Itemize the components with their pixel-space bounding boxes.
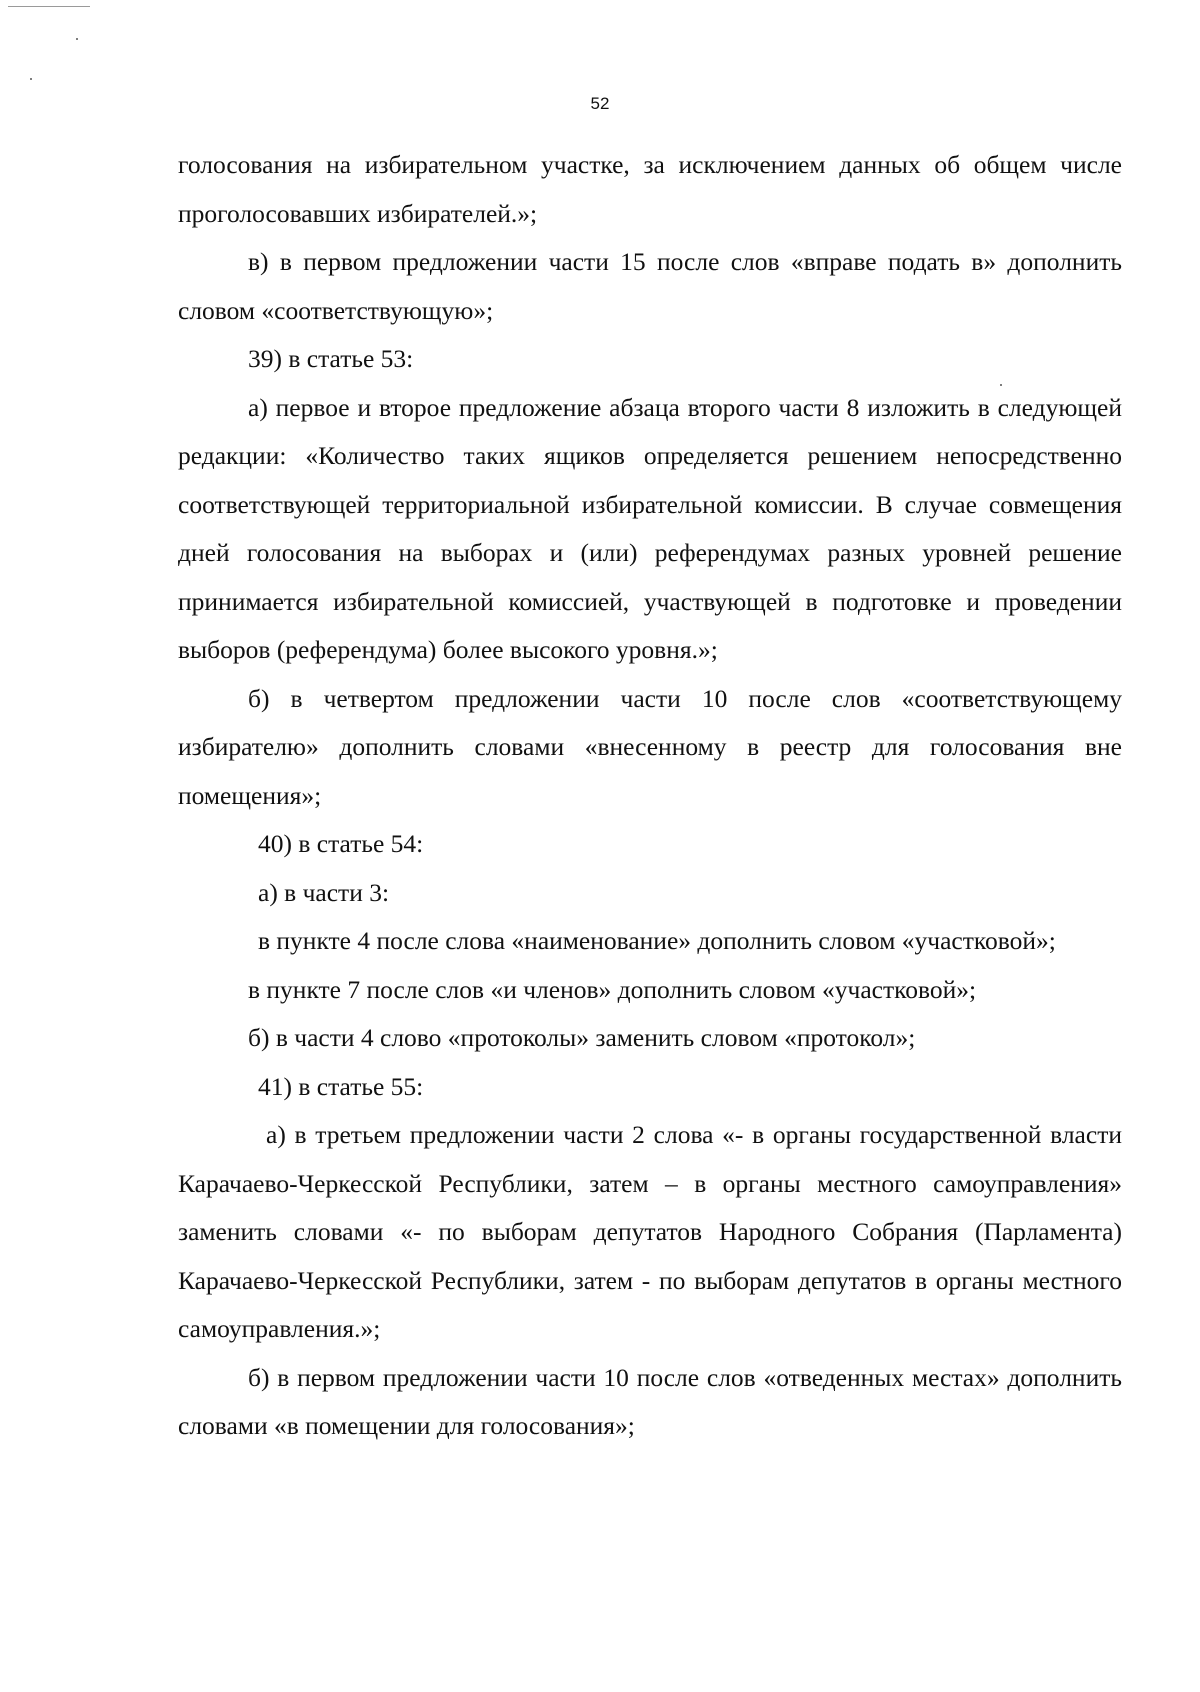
paragraph-article-54: 40) в статье 54: [258, 829, 424, 858]
scan-artifact-line [8, 6, 90, 7]
paragraph-point-7: в пункте 7 после слов «и членов» дополнить словом «участковой»; [248, 974, 977, 1004]
paragraph-part-2: а) в третьем предложении части 2 слова «- в органы государственной власти Карачаево-Черкесской Республики, затем – в органы местного самоуправления» заменить словами «- по выборам депутатов Народного Собрания (Парламента) Карачаево-Черкесской Республики, затем - по выборам депутатов в органы местного самоуправления.»; [178, 1120, 1122, 1343]
paragraph-item-v: в) в первом предложении части 15 после слов «вправе подать в» дополнить словом «соответствующую»; [178, 247, 1122, 325]
scan-artifact-dot [30, 78, 32, 80]
scan-artifact-dot [76, 38, 78, 40]
paragraph-item-a: а) первое и второе предложение абзаца второго части 8 изложить в следующей редакции: «Количество таких ящиков определяется решением непосредственно соответствующей территориальной избирательной комиссии. В случае совмещения дней голосования на выборах и (или) референдумах разных уровней решение принимается избирательной комиссией, участвующей в подготовке и проведении выборов (референдума) более высокого уровня.»; [178, 392, 1122, 664]
paragraph-article-55: 41) в статье 55: [258, 1071, 424, 1101]
paragraph-part-4: б) в части 4 слово «протоколы» заменить словом «протокол»; [248, 1023, 916, 1052]
paragraph-article-53: 39) в статье 53: [248, 344, 414, 373]
document-body [178, 141, 1122, 1451]
paragraph-point-4: в пункте 4 после слова «наименование» дополнить словом «участковой»; [258, 926, 1056, 955]
paragraph-continuation: голосования на избирательном участке, за исключением данных об общем числе проголосовавших избирателей.»; [178, 150, 1122, 228]
page-number: 52 [590, 94, 610, 113]
paragraph-part-10: б) в первом предложении части 10 после слов «отведенных местах» дополнить словами «в помещении для голосования»; [178, 1362, 1122, 1440]
paragraph-item-b: б) в четвертом предложении части 10 после слов «соответствующему избирателю» дополнить словами «внесенному в реестр для голосования вне помещения»; [178, 683, 1122, 810]
paragraph-part-3: а) в части 3: [258, 877, 390, 907]
